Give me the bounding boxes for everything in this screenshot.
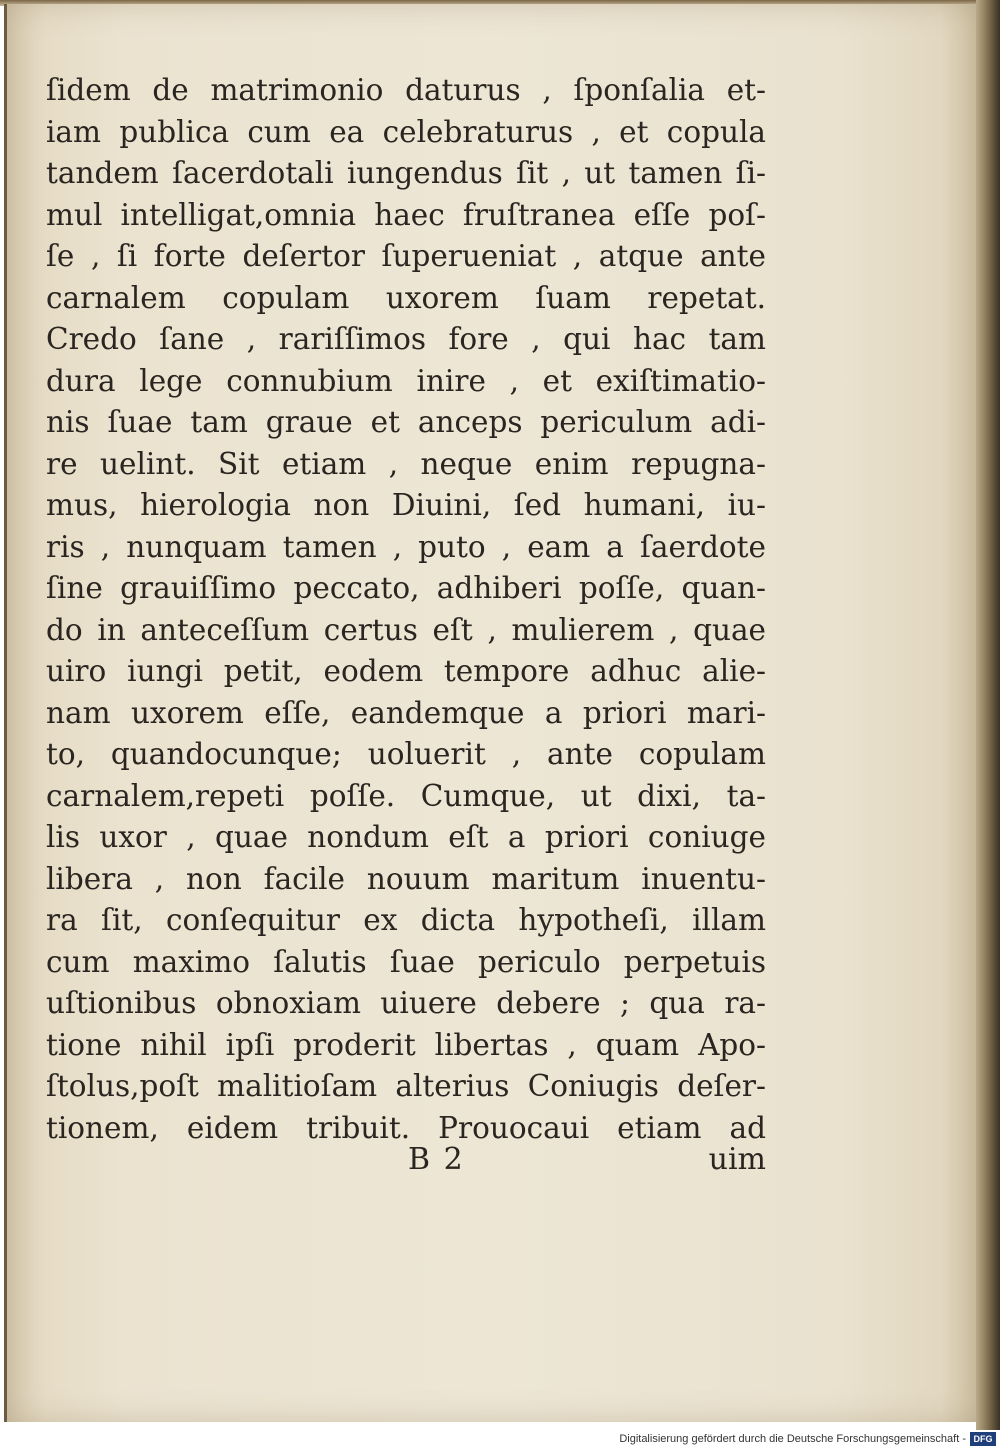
text-line: nis ſuae tam graue et anceps periculum adi- — [46, 405, 766, 439]
text-line: libera , non facile nouum maritum inuentu- — [46, 861, 766, 896]
text-line: ſe , ſi forte deſertor ſuperueniat , atque ante — [46, 239, 766, 273]
text-line: uſtionibus obnoxiam uiuere debere ; qua ra- — [46, 986, 766, 1020]
text-line: iam publica cum ea celebraturus , et copula — [46, 114, 766, 149]
text-line: Credo ſane , rariſſimos fore , qui hac tam — [46, 322, 766, 356]
text-line: mul intelligat,omnia haec fruſtranea eſſe poſ- — [46, 197, 766, 232]
text-line: ſidem de matrimonio daturus , ſponſalia et- — [46, 73, 766, 107]
text-line: uiro iungi petit, eodem tempore adhuc alie- — [46, 654, 766, 688]
body-text — [46, 70, 766, 1149]
text-line: tione nihil ipſi proderit libertas , quam Apo- — [46, 1027, 766, 1062]
text-line: dura lege connubium inire , et exiſtimatio- — [46, 363, 766, 398]
page-right-edge — [976, 0, 1000, 1430]
text-line: ra ſit, conſequitur ex dicta hypotheſi, illam — [46, 903, 766, 937]
footer-bar — [0, 1430, 1000, 1452]
text-line: ſtolus,poſt malitioſam alterius Coniugis deſer- — [46, 1069, 766, 1103]
text-line: tandem ſacerdotali iungendus ſit , ut tamen ſi- — [46, 156, 766, 190]
text-line: mus, hierologia non Diuini, ſed humani, iu- — [46, 488, 766, 522]
text-line: carnalem copulam uxorem ſuam repetat. — [46, 280, 766, 315]
text-line: do in anteceſſum certus eſt , mulierem , quae — [46, 612, 766, 647]
signature-mark: B 2 — [408, 1142, 465, 1177]
text-line: to, quandocunque; uoluerit , ante copulam — [46, 737, 766, 771]
catchword: uim — [708, 1142, 766, 1177]
footer-credit: Digitalisierung gefördert durch die Deutsche Forschungsgemeinschaft - — [619, 1433, 966, 1445]
text-line: lis uxor , quae nondum eſt a priori coniuge — [46, 820, 766, 854]
text-line: ſine grauiſſimo peccato, adhiberi poſſe, quan- — [46, 571, 766, 605]
text-line: carnalem,repeti poſſe. Cumque, ut dixi, ta- — [46, 778, 766, 813]
dfg-logo: DFG — [970, 1432, 996, 1446]
text-line: nam uxorem eſſe, eandemque a priori mari- — [46, 695, 766, 730]
text-line: tionem, eidem tribuit. Prouocaui etiam ad — [46, 1110, 766, 1145]
text-line: cum maximo ſalutis ſuae periculo perpetuis — [46, 944, 766, 979]
text-line: re uelint. Sit etiam , neque enim repugna- — [46, 446, 766, 481]
text-line: ris , nunquam tamen , puto , eam a ſaerdote — [46, 529, 766, 564]
